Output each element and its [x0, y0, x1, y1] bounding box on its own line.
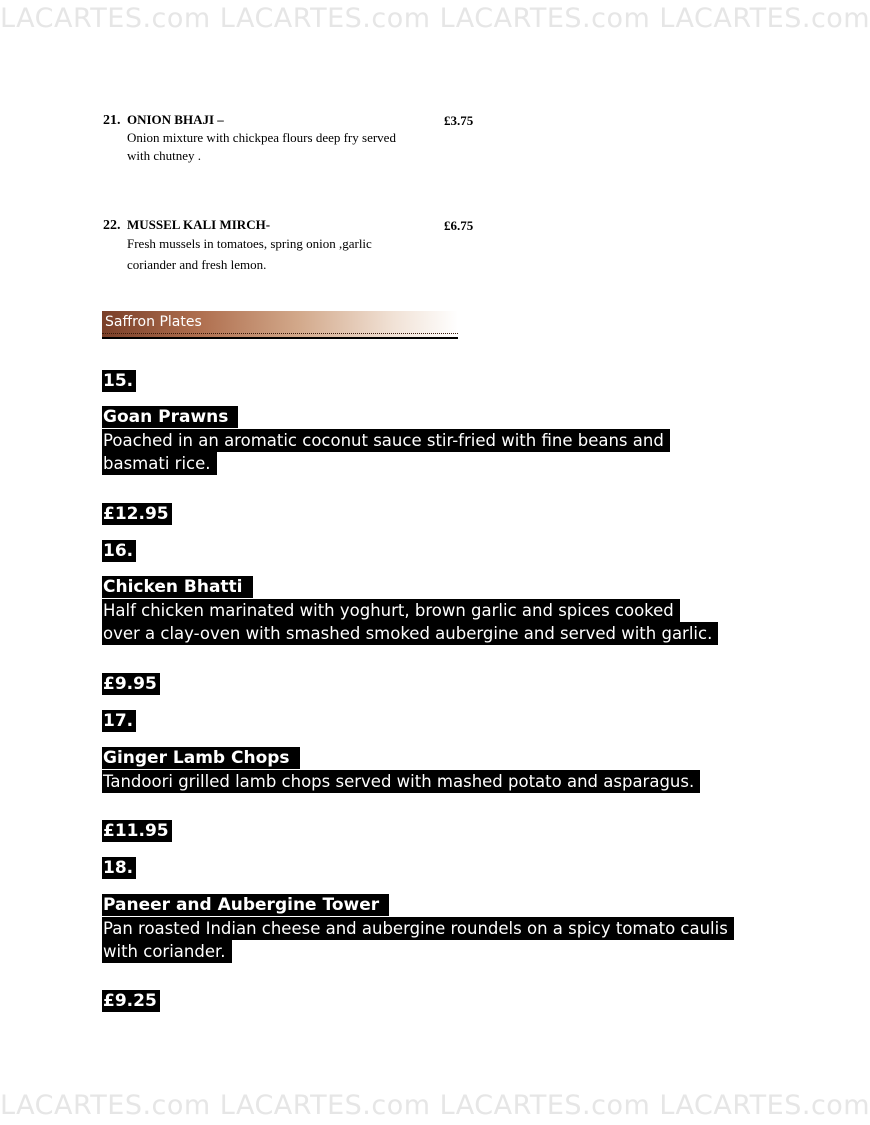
item-description — [127, 129, 457, 165]
dish-price: £12.95 — [102, 503, 172, 525]
description-line: over a clay-oven with smashed smoked aubergine and served with garlic. — [102, 622, 718, 645]
menu-item-mussel-kali-mirch — [103, 216, 503, 270]
dish-number: 16. — [102, 540, 136, 562]
item-name: MUSSEL KALI MIRCH- — [127, 217, 271, 232]
dish-number: 17. — [102, 710, 136, 732]
description-line: Poached in an aromatic coconut sauce stir-fried with fine beans and — [102, 429, 670, 452]
item-name: ONION BHAJI – — [127, 112, 224, 127]
item-price: £3.75 — [444, 113, 474, 128]
dish-name: Chicken Bhatti — [102, 576, 253, 598]
dish-description — [102, 599, 718, 645]
dish-price: £9.95 — [102, 673, 160, 695]
dish-name: Ginger Lamb Chops — [102, 747, 300, 769]
item-price: £6.75 — [444, 218, 474, 233]
item-number: 21. — [103, 113, 121, 128]
description-line: Fresh mussels in tomatoes, spring onion ,garlic — [127, 236, 372, 251]
description-line: with coriander. — [102, 940, 232, 963]
description-line: with chutney . — [127, 148, 202, 163]
dish-price: £9.25 — [102, 990, 160, 1012]
dish-price: £11.95 — [102, 820, 172, 842]
dish-number: 18. — [102, 857, 136, 879]
description-line: Half chicken marinated with yoghurt, brown garlic and spices cooked — [102, 599, 680, 622]
dish-name: Goan Prawns — [102, 406, 238, 428]
section-banner — [102, 311, 458, 339]
section-title: Saffron Plates — [105, 314, 202, 330]
dish-description — [102, 429, 670, 475]
dish-description — [102, 917, 734, 963]
dish-name: Paneer and Aubergine Tower — [102, 894, 389, 916]
description-line: basmati rice. — [102, 452, 217, 475]
item-number: 22. — [103, 218, 121, 233]
dish-description — [102, 770, 700, 793]
description-line: coriander and fresh lemon. — [127, 257, 267, 272]
menu-item-onion-bhaji — [103, 111, 503, 161]
item-description — [127, 233, 457, 275]
description-line: Pan roasted Indian cheese and aubergine roundels on a spicy tomato caulis — [102, 917, 734, 940]
watermark-top: LACARTES.com LACARTES.com LACARTES.com LACARTES.com — [0, 3, 870, 34]
description-line: Onion mixture with chickpea flours deep fry served — [127, 130, 396, 145]
dish-number: 15. — [102, 370, 136, 392]
watermark-bottom: LACARTES.com LACARTES.com LACARTES.com LACARTES.com — [0, 1090, 870, 1121]
description-line: Tandoori grilled lamb chops served with mashed potato and asparagus. — [102, 770, 700, 793]
section-divider — [102, 333, 458, 334]
